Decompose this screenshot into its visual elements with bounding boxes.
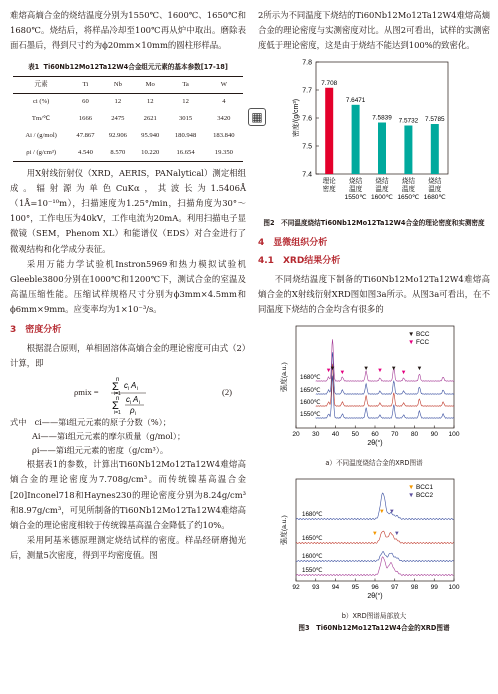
table-cell: 19.350 — [205, 144, 243, 161]
xrd-zoom-chart — [258, 475, 490, 609]
table-cell: 10.220 — [134, 144, 166, 161]
xrd-series-line — [316, 339, 454, 381]
table-cell: 8.570 — [102, 144, 134, 161]
table-cell: 1666 — [78, 115, 93, 122]
x-tick-label: 96 — [371, 583, 379, 591]
table-cell: 2621 — [143, 115, 157, 122]
equation-lhs: ρmix = — [74, 387, 99, 398]
xrd-pattern-chart — [258, 322, 490, 456]
fcc-peak-marker: ▼ — [376, 367, 383, 374]
bcc-peak-marker: ▼ — [363, 365, 370, 372]
figure-2-caption: 图2 不同温度烧结Ti60Nb12Mo12Ta12W4合金的理论密度和实测密度 — [263, 218, 485, 227]
definition-line: 式中 ci——第i组元元素的原子分数（%）； — [10, 417, 171, 428]
svg-text:i: i — [137, 386, 139, 393]
mechanical-test-paragraph: 采用万能力学试验机Instron5969和热力模拟试验机Gleeble3800分别在1000℃和1200℃下，测试合金的室温及高温压缩性能。压缩试样规格尺寸分别为ϕ3mm×4.5mm和ϕ6mm×9mm。应变率均为1×10⁻³/s。 — [10, 258, 246, 315]
xrd-results-paragraph: 不同烧结温度下制备的Ti60Nb12Mo12Ta12W4难熔高熵合金的X射线衍射XRD图如图3a所示。从图3a可看出，在不同温度下烧结的合金均含有很多的 — [258, 274, 490, 315]
section-4-heading: 4 显微组织分析 — [258, 237, 328, 248]
table-cell: 12 — [146, 98, 154, 106]
svg-text:i: i — [128, 386, 130, 393]
svg-text:n: n — [116, 396, 120, 403]
x-axis-label: 2θ(°) — [367, 592, 383, 600]
legend-marker: ▼ — [408, 330, 415, 338]
definition-line: ρi——第i组元元素的密度（g/cm³）。 — [32, 445, 169, 456]
svg-text:i=1: i=1 — [114, 391, 121, 398]
svg-text:A: A — [133, 395, 139, 405]
svg-text:Σ: Σ — [112, 400, 119, 413]
y-tick-label: 7.5 — [302, 143, 312, 151]
bar-value-label: 7.5785 — [425, 115, 445, 123]
table-row — [13, 127, 243, 144]
equation-fraction — [110, 371, 180, 415]
x-category-label: 1600℃ — [370, 193, 394, 201]
left-column — [10, 8, 246, 564]
table-header-cell: Mo — [134, 76, 166, 93]
table-cell: 95.940 — [141, 132, 160, 139]
svg-text:i: i — [130, 400, 132, 407]
table-header-cell: Ta — [166, 76, 204, 93]
table-cell: 4.540 — [69, 144, 101, 161]
legend-label: BCC — [416, 330, 430, 338]
svg-text:i=1: i=1 — [114, 410, 121, 416]
x-tick-label: 80 — [410, 430, 419, 438]
x-tick-label: 99 — [430, 583, 438, 591]
series-label: 1680℃ — [300, 373, 321, 381]
table-cell: 2475 — [111, 115, 125, 122]
density-bar — [378, 122, 386, 173]
table-header-cell: Ti — [69, 76, 101, 93]
x-category-label: 理论 — [322, 177, 336, 185]
x-category-label: 烧结 — [375, 177, 389, 185]
density-comparison-paragraph: 2所示为不同温度下烧结的Ti60Nb12Mo12Ta12W4难熔高熵合金的理论密度与实测密度对比。从图2可看出，试样的实测密度低于理论密度，这是由于烧结不能达到100%的致密化。 — [258, 10, 491, 51]
density-bar — [404, 125, 412, 173]
bcc1-peak-marker: ▼ — [371, 530, 378, 537]
x-tick-label: 94 — [331, 583, 340, 591]
density-bar — [431, 124, 439, 174]
x-tick-label: 95 — [351, 583, 359, 591]
bar-value-label: 7.708 — [321, 79, 338, 87]
x-tick-label: 50 — [351, 430, 359, 438]
y-tick-label: 7.4 — [302, 171, 312, 179]
x-tick-label: 97 — [391, 583, 399, 591]
svg-text:A: A — [131, 381, 137, 391]
x-category-label: 1680℃ — [423, 193, 446, 201]
table-row — [13, 110, 243, 127]
table-cell: 47.867 — [76, 132, 95, 139]
figure-3b-subcaption: b）XRD图谱局部放大 — [341, 611, 407, 620]
table-cell: 3015 — [178, 115, 193, 122]
series-label: 1650℃ — [300, 386, 321, 394]
series-label: 1550℃ — [302, 566, 323, 574]
x-tick-label: 92 — [292, 583, 300, 591]
bar-value-label: 7.6471 — [345, 96, 366, 104]
element-parameter-table — [13, 76, 243, 162]
density-bar — [325, 87, 333, 173]
chart-bars — [325, 87, 439, 173]
bcc-peak-marker: ▼ — [329, 365, 336, 372]
calculation-paragraph: 根据表1的参数，计算出Ti60Nb12Mo12Ta12W4难熔高熵合金的理论密度为7.708g/cm³。而传统镍基高温合金[20]Inconel718和Haynes230的理论密度分别为8.24g/cm³和8.97g/cm³，可见所制备的Ti60Nb12Mo12Ta12W4难熔高熵合金的理论密度相较于传统镍基高温合金降低了约10%。 — [10, 459, 247, 531]
density-bar — [352, 104, 360, 173]
legend-label: BCC2 — [416, 491, 434, 499]
svg-text:n: n — [116, 377, 120, 384]
x-tick-label: 100 — [448, 583, 460, 591]
table-header-cell: W — [205, 76, 243, 93]
x-category-label: 烧结 — [428, 177, 442, 185]
x-tick-label: 60 — [371, 430, 379, 438]
fcc-peak-marker: ▼ — [339, 369, 346, 376]
right-column — [258, 8, 490, 634]
row-label: ρi / (g/cm³) — [13, 144, 69, 161]
x-tick-label: 30 — [312, 430, 320, 438]
bcc2-peak-marker: ▼ — [393, 530, 400, 537]
table-cell: 16.654 — [166, 144, 204, 161]
xrd-series-line — [316, 375, 454, 418]
xrd-method-paragraph: 用X射线衍射仪（XRD，AERIS，PANalytical）测定相组成。辐射源为单色CuKα，其波长为1.5406Å（1Å=10⁻¹⁰m），扫描速度为1.25°/min，扫描角度为30°～100°，工作电压为40kV，工作电流为20mA。利用扫描电子显微镜（SEM，Phenom XL）和能谱仪（EDS）对合金进行了微观结构和化学成分表征。 — [10, 167, 246, 254]
figure-3-caption: 图3 Ti60Nb12Mo12Ta12W4合金的XRD图谱 — [298, 623, 450, 632]
table-cell: 4 — [222, 98, 226, 106]
series-label: 1600℃ — [300, 398, 321, 406]
x-tick-label: 90 — [430, 430, 438, 438]
series-label: 1650℃ — [302, 534, 323, 542]
bcc-peak-marker: ▼ — [390, 365, 397, 372]
x-category-label: 烧结 — [401, 177, 415, 185]
xrd-series-line — [316, 352, 454, 394]
x-tick-label: 98 — [410, 583, 419, 591]
svg-text:c: c — [124, 381, 128, 391]
svg-text:ρ: ρ — [130, 406, 135, 416]
legend-marker: ▼ — [408, 338, 415, 346]
x-tick-label: 70 — [391, 430, 399, 438]
series-label: 1680℃ — [302, 510, 323, 518]
x-category-label: 1650℃ — [397, 193, 420, 201]
y-tick-label: 7.8 — [302, 59, 312, 67]
x-tick-label: 100 — [448, 430, 460, 438]
section-4-1-heading: 4.1 XRD结果分析 — [258, 255, 341, 266]
bcc-peak-marker: ▼ — [416, 365, 423, 372]
legend-label: BCC1 — [416, 483, 434, 491]
x-category-label: 温度 — [349, 185, 363, 193]
row-label: Ai / (g/mol) — [25, 132, 57, 139]
table-header-row — [13, 76, 243, 93]
x-tick-label: 20 — [292, 430, 300, 438]
bar-value-label: 7.5839 — [372, 114, 392, 122]
svg-text:c: c — [126, 395, 130, 405]
svg-text:i: i — [135, 411, 137, 416]
x-category-label: 温度 — [428, 185, 442, 193]
table-cell: 12 — [182, 98, 189, 106]
table-cell: 60 — [82, 98, 89, 106]
y-axis-label: 强度(a.u.) — [281, 514, 288, 545]
equation-2 — [10, 371, 246, 415]
qr-code-icon[interactable]: ▦ — [248, 108, 266, 126]
legend-marker: ▼ — [408, 491, 415, 499]
intro-paragraph: 难熔高熵合金的烧结温度分别为1550℃、1600℃、1650℃和1680℃。烧结后，将样品冷却至100℃再从炉中取出。磨除表面石墨后，得到尺寸约为ϕ20mm×10mm的圆柱形样品。 — [10, 10, 246, 51]
legend-marker: ▼ — [408, 483, 415, 491]
y-tick-label: 7.7 — [302, 87, 312, 95]
table-row — [13, 93, 243, 110]
row-label: Tm/℃ — [31, 115, 51, 122]
bar-value-label: 7.5732 — [398, 117, 419, 125]
table-cell: 180.948 — [174, 132, 197, 139]
section-3-heading: 3 密度分析 — [10, 324, 62, 335]
x-tick-label: 93 — [312, 583, 320, 591]
table-header-cell: 元素 — [13, 76, 69, 93]
definition-line: Ai——第i组元元素的摩尔质量（g/mol）； — [32, 431, 186, 442]
table-header-cell: Nb — [102, 76, 134, 93]
y-axis-label: 强度(a.u.) — [281, 361, 288, 392]
row-label: ci (%) — [32, 98, 50, 106]
svg-text:i: i — [139, 400, 141, 407]
mixing-rule-paragraph: 根据混合原则，单相固溶体高熵合金的理论密度可由式（2）计算，即 — [10, 342, 246, 369]
fcc-peak-marker: ▼ — [400, 369, 407, 376]
symbol-definitions — [10, 415, 246, 457]
x-category-label: 1550℃ — [344, 193, 367, 201]
xrd-series-line — [316, 363, 454, 406]
table-cell: 92.906 — [108, 132, 127, 139]
svg-text:Σ: Σ — [112, 381, 119, 394]
x-category-label: 烧结 — [349, 177, 363, 185]
y-axis-label: 密度/(g/cm³) — [293, 98, 300, 137]
series-label: 1550℃ — [300, 410, 321, 418]
bcc1-peak-marker: ▼ — [378, 508, 385, 515]
table-cell: 12 — [114, 98, 122, 106]
table-row — [13, 144, 243, 161]
table-caption: 表1 Ti60Nb12Mo12Ta12W4合金组元元素的基本参数[17-18] — [28, 62, 228, 71]
x-axis-label: 2θ(°) — [367, 439, 383, 447]
y-tick-label: 7.6 — [302, 115, 312, 123]
measurement-paragraph: 采用阿基米德原理测定烧结试样的密度。样品经研磨抛光后，测量5次密度，得到平均密度值。图 — [10, 535, 246, 561]
x-tick-label: 40 — [331, 430, 340, 438]
bcc2-peak-marker: ▼ — [388, 508, 395, 515]
x-category-label: 温度 — [401, 185, 415, 193]
legend-label: FCC — [416, 338, 430, 346]
equation-number: (2) — [222, 387, 233, 398]
x-category-label: 温度 — [375, 185, 389, 193]
figure-3a-subcaption: a）不同温度烧结合金的XRD图谱 — [325, 458, 423, 467]
x-category-label: 密度 — [322, 185, 336, 193]
table-cell: 3420 — [217, 115, 231, 122]
table-cell: 183.840 — [213, 132, 235, 139]
series-label: 1600℃ — [302, 552, 323, 560]
density-bar-chart — [258, 56, 490, 218]
fcc-peak-marker: ▼ — [325, 367, 332, 374]
